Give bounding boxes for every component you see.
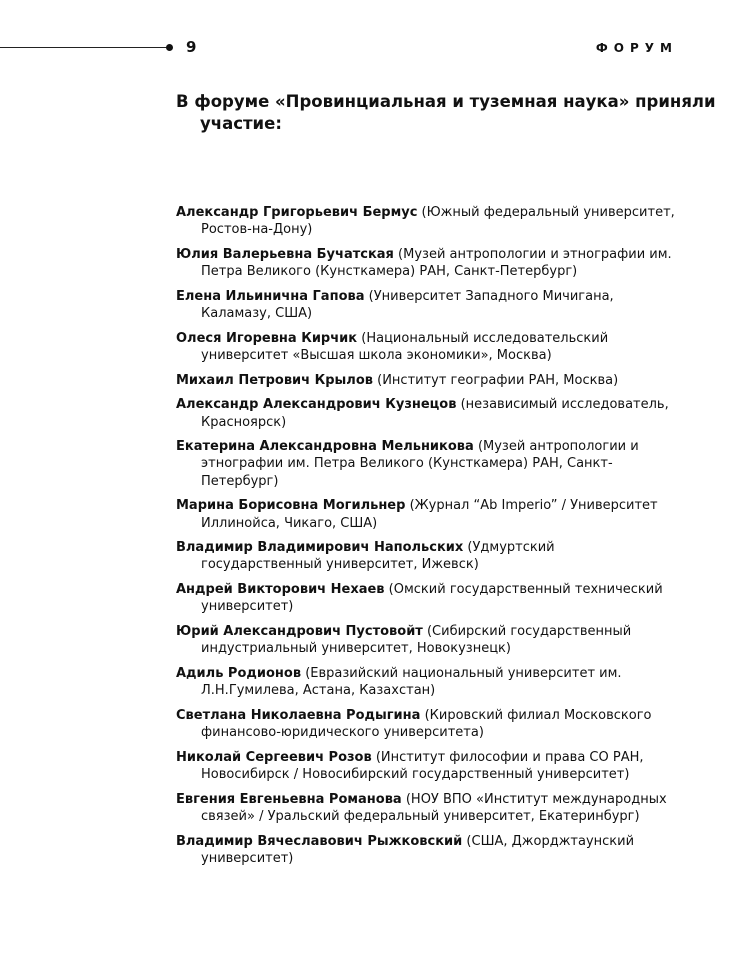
participant-name: Александр Александрович Кузнецов xyxy=(176,397,457,413)
participant-affiliation: (Национальный исследовательский университет «Высшая школа экономики», Москва) xyxy=(201,330,609,363)
participant-item xyxy=(176,581,676,615)
participant-name: Николай Сергеевич Розов xyxy=(176,749,372,765)
participant-item xyxy=(176,396,676,430)
participant-affiliation: (Музей антропологии и этнографии им. Петра Великого (Кунсткамера) РАН, Санкт-Петербург) xyxy=(201,439,639,489)
participant-list xyxy=(176,204,676,875)
participant-affiliation: (Институт географии РАН, Москва) xyxy=(377,372,619,388)
participant-affiliation: (Журнал “Ab Imperio” / Университет Иллинойса, Чикаго, США) xyxy=(201,498,658,531)
participant-item xyxy=(176,539,676,573)
participant-affiliation: (Удмуртский государственный университет, Ижевск) xyxy=(201,540,555,573)
participant-name: Юлия Валерьевна Бучатская xyxy=(176,246,394,262)
participant-name: Марина Борисовна Могильнер xyxy=(176,498,406,514)
participant-name: Владимир Вячеславович Рыжковский xyxy=(176,833,463,849)
participant-name: Андрей Викторович Нехаев xyxy=(176,582,385,598)
section-label: ФОРУМ xyxy=(595,41,678,55)
participant-affiliation: (НОУ ВПО «Институт международных связей» / Уральский федеральный университет, Екатеринбург) xyxy=(201,791,667,824)
participant-item xyxy=(176,438,676,490)
participant-item xyxy=(176,749,676,783)
participant-affiliation: (независимый исследователь, Красноярск) xyxy=(201,397,669,430)
participant-affiliation: (США, Джорджтаунский университет) xyxy=(201,833,635,866)
participant-item xyxy=(176,204,676,238)
participant-affiliation: (Омский государственный технический университет) xyxy=(201,582,663,615)
participant-item xyxy=(176,791,676,825)
participant-affiliation: (Кировский филиал Московского финансово-юридического университета) xyxy=(201,707,652,741)
participant-affiliation: (Евразийский национальный университет им. Л.Н.Гумилева, Астана, Казахстан) xyxy=(201,665,622,699)
header-dot xyxy=(166,44,173,51)
participant-affiliation: (Южный федеральный университет, Ростов-на-Дону) xyxy=(201,205,675,238)
participant-name: Адиль Родионов xyxy=(176,665,302,681)
participant-name: Александр Григорьевич Бермус xyxy=(176,205,418,220)
participant-affiliation: (Музей антропологии и этнографии им. Петра Великого (Кунсткамера) РАН, Санкт-Петербург) xyxy=(201,246,672,280)
participant-affiliation: (Университет Западного Мичигана, Каламазу, США) xyxy=(201,288,614,322)
participant-item xyxy=(176,372,676,389)
participant-item xyxy=(176,665,676,699)
participant-item xyxy=(176,497,676,531)
participant-affiliation: (Институт философии и права СО РАН, Новосибирск / Новосибирский государственный университет) xyxy=(201,749,644,782)
participant-item xyxy=(176,330,676,364)
participant-item xyxy=(176,288,676,322)
page-heading: В форуме «Провинциальная и туземная наука» приняли участие: xyxy=(176,92,716,133)
participant-name: Елена Ильинична Гапова xyxy=(176,288,365,304)
header-rule xyxy=(0,47,168,48)
participant-affiliation: (Сибирский государственный индустриальный университет, Новокузнецк) xyxy=(201,624,632,657)
participant-name: Евгения Евгеньевна Романова xyxy=(176,791,402,807)
participant-item xyxy=(176,623,676,657)
participant-item xyxy=(176,707,676,741)
participant-name: Михаил Петрович Крылов xyxy=(176,372,373,388)
participant-item xyxy=(176,246,676,280)
participant-name: Юрий Александрович Пустовойт xyxy=(176,624,423,640)
participant-name: Владимир Владимирович Напольских xyxy=(176,540,464,556)
participant-item xyxy=(176,833,676,867)
participant-name: Светлана Николаевна Родыгина xyxy=(176,707,421,723)
participant-name: Олеся Игоревна Кирчик xyxy=(176,330,358,346)
page-number: 9 xyxy=(186,38,197,56)
participant-name: Екатерина Александровна Мельникова xyxy=(176,439,474,455)
